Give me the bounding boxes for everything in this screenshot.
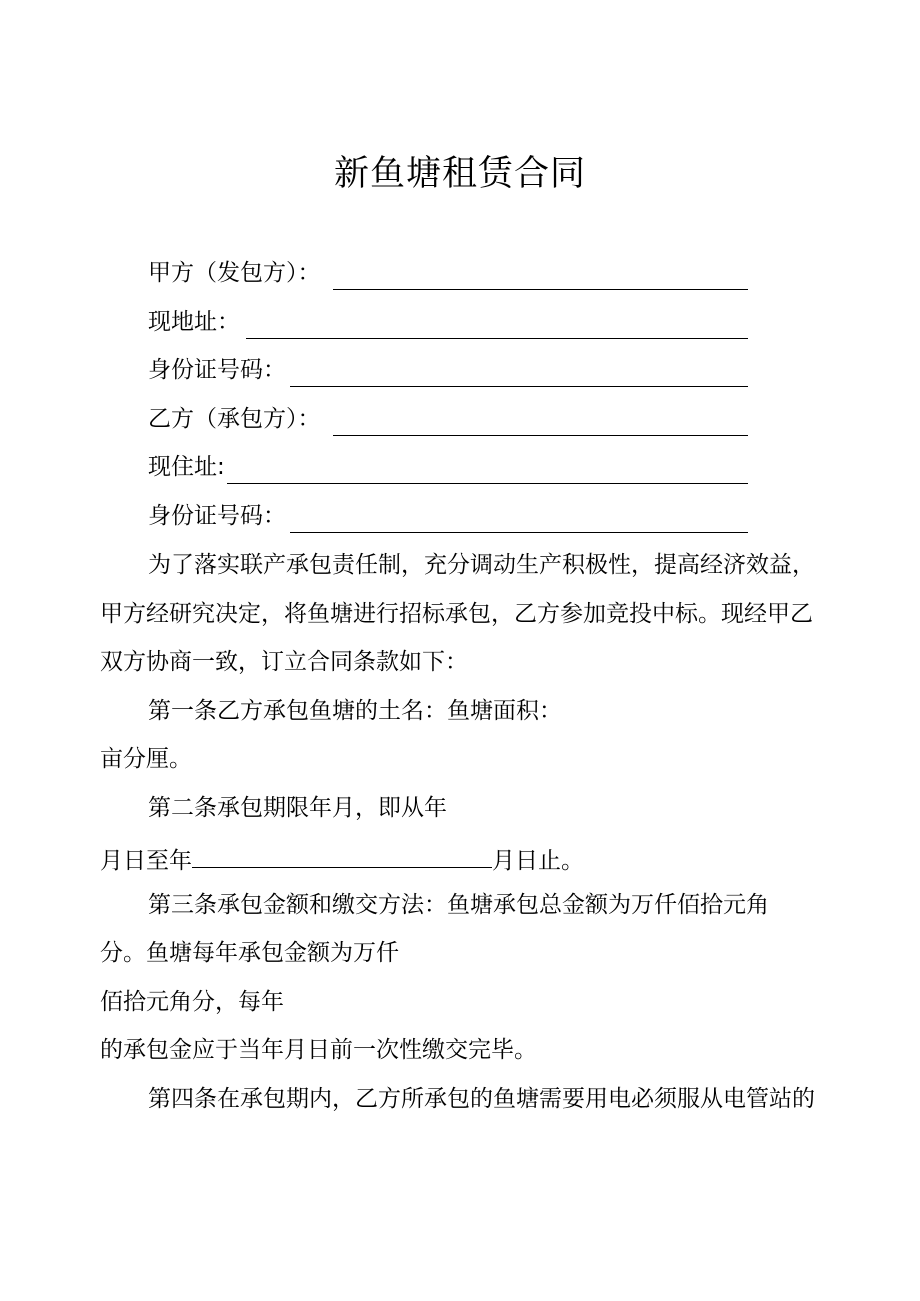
article-2-line-1: 第二条承包期限年月，即从年	[148, 795, 447, 821]
party-b-id-blank[interactable]	[290, 502, 748, 533]
party-a-id-label: 身份证号码：	[148, 357, 286, 383]
article-3-line-2: 分。鱼塘每年承包金额为万仟	[100, 940, 399, 966]
party-a-label: 甲方（发包方）：	[148, 260, 321, 286]
article-3-line-3: 佰拾元角分，每年	[100, 989, 284, 1015]
article-2-line-2	[100, 839, 584, 878]
article-2-line-2-end: 月日止。	[492, 848, 584, 874]
party-a-address-field	[148, 305, 748, 339]
document-title: 新鱼塘租赁合同	[333, 154, 586, 194]
party-a-blank[interactable]	[333, 259, 749, 290]
party-b-id-label: 身份证号码：	[148, 503, 286, 529]
intro-line-2: 甲方经研究决定，将鱼塘进行招标承包，乙方参加竞投中标。现经甲乙	[100, 601, 813, 627]
party-a-address-label: 现地址：	[148, 309, 240, 335]
intro-line-3: 双方协商一致，订立合同条款如下：	[100, 649, 468, 675]
intro-line-1: 为了落实联产承包责任制，充分调动生产积极性，提高经济效益，	[148, 552, 815, 578]
party-b-blank[interactable]	[333, 405, 749, 436]
article-1-line-1: 第一条乙方承包鱼塘的土名：鱼塘面积：	[148, 698, 562, 724]
party-b-field	[148, 402, 748, 436]
article-3-line-4: 的承包金应于当年月日前一次性缴交完毕。	[100, 1037, 537, 1063]
party-b-label: 乙方（承包方）：	[148, 406, 321, 432]
party-a-address-blank[interactable]	[246, 308, 748, 339]
party-b-id-field	[148, 499, 748, 533]
article-4-line-1: 第四条在承包期内，乙方所承包的鱼塘需要用电必须服从电管站的	[148, 1086, 815, 1112]
article-1-line-2: 亩分厘。	[100, 746, 192, 772]
article-3-line-1: 第三条承包金额和缴交方法：鱼塘承包总金额为万仟佰拾元角	[148, 892, 769, 918]
party-b-address-label: 现住址:	[148, 454, 225, 480]
article-2-date-blank[interactable]	[192, 839, 492, 868]
party-a-field	[148, 256, 748, 290]
party-b-address-blank[interactable]	[227, 453, 748, 484]
party-b-address-field	[148, 450, 748, 484]
article-2-line-2-start: 月日至年	[100, 848, 192, 874]
party-a-id-blank[interactable]	[290, 356, 748, 387]
party-a-id-field	[148, 353, 748, 387]
